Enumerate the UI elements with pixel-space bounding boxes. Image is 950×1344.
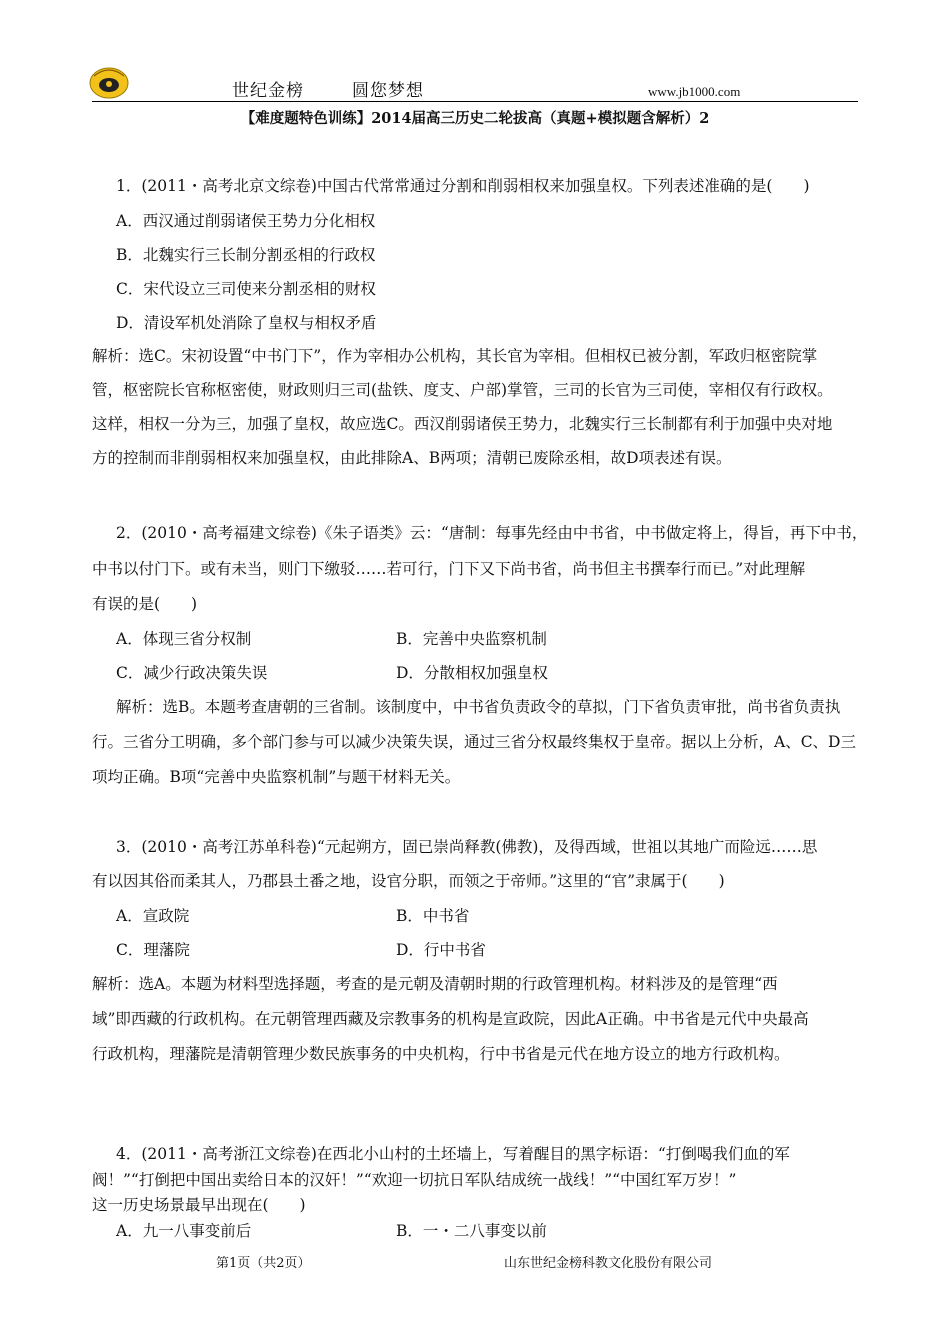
question-stem: 2．(2010・高考福建文综卷)《朱子语类》云：“唐制：每事先经由中书省，中书做定将上，得旨，再下中书，	[116, 524, 868, 542]
analysis-line: 行。三省分工明确，多个部门参与可以减少决策失误，通过三省分权最终集权于皇帝。据以上分析，A、C、D三	[92, 733, 856, 751]
analysis-line: 管，枢密院长官称枢密使，财政则归三司(盐铁、度支、户部)掌管，三司的长官为三司使，宰相仅有行政权。	[92, 381, 833, 399]
answer-option: A．体现三省分权制	[116, 630, 252, 648]
analysis-line: 解析：选C。宋初设置“中书门下”，作为宰相办公机构，其长官为宰相。但相权已被分割，军政归枢密院掌	[92, 347, 818, 365]
answer-option: B．中书省	[396, 907, 470, 925]
question-stem: 4．(2011・高考浙江文综卷)在西北小山村的土坯墙上，写着醒目的黑字标语：“打倒喝我们血的军	[116, 1145, 790, 1163]
answer-option: C．减少行政决策失误	[116, 664, 268, 682]
document-title: 【难度题特色训练】2014届高三历史二轮拔高（真题+模拟题含解析）2	[240, 110, 710, 127]
analysis-line: 解析：选A。本题为材料型选择题，考查的是元朝及清朝时期的行政管理机构。材料涉及的是管理“西	[92, 975, 778, 993]
analysis-line: 域”即西藏的行政机构。在元朝管理西藏及宗教事务的机构是宣政院，因此A正确。中书省是元代中央最高	[92, 1010, 809, 1028]
question-stem: 3．(2010・高考江苏单科卷)“元起朔方，固已崇尚释教(佛教)，及得西域，世祖以其地广而险远……思	[116, 838, 818, 856]
page-number: 第1页（共2页）	[216, 1256, 311, 1271]
brand-name: 世纪金榜	[232, 81, 304, 101]
site-url[interactable]: www.jb1000.com	[648, 84, 741, 99]
question-stem: 阀！”“打倒把中国出卖给日本的汉奸！”“欢迎一切抗日军队结成统一战线！”“中国红军万岁！”	[92, 1171, 737, 1189]
question-stem: 有误的是( )	[92, 595, 198, 613]
answer-option: D．分散相权加强皇权	[396, 664, 548, 682]
seal-logo-icon	[88, 62, 130, 104]
header-divider	[92, 101, 858, 102]
slogan: 圆您梦想	[352, 81, 424, 101]
question-stem: 这一历史场景最早出现在( )	[92, 1196, 306, 1214]
analysis-line: 方的控制而非削弱相权来加强皇权，由此排除A、B两项；清朝已废除丞相，故D项表述有误。	[92, 449, 732, 467]
company-name: 山东世纪金榜科教文化股份有限公司	[504, 1256, 713, 1271]
answer-option: A．西汉通过削弱诸侯王势力分化相权	[116, 212, 376, 230]
answer-option: D．清设军机处消除了皇权与相权矛盾	[116, 314, 377, 332]
answer-option: C．理藩院	[116, 941, 190, 959]
question-stem: 1．(2011・高考北京文综卷)中国古代常常通过分割和削弱相权来加强皇权。下列表述准确的是( )	[116, 177, 810, 195]
answer-option: D．行中书省	[396, 941, 486, 959]
analysis-line: 行政机构，理藩院是清朝管理少数民族事务的中央机构，行中书省是元代在地方设立的地方行政机构。	[92, 1045, 790, 1063]
answer-option: A．宣政院	[116, 907, 190, 925]
question-stem: 中书以付门下。或有未当，则门下缴驳……若可行，门下又下尚书省，尚书但主书撰奉行而已。”对此理解	[92, 560, 806, 578]
question-stem: 有以因其俗而柔其人，乃郡县土番之地，设官分职，而领之于帝师。”这里的“官”隶属于( )	[92, 872, 725, 890]
analysis-line: 解析：选B。本题考查唐朝的三省制。该制度中，中书省负责政令的草拟，门下省负责审批，尚书省负责执	[116, 698, 841, 716]
analysis-line: 项均正确。B项“完善中央监察机制”与题干材料无关。	[92, 768, 461, 786]
answer-option: B．完善中央监察机制	[396, 630, 547, 648]
answer-option: C．宋代设立三司使来分割丞相的财权	[116, 280, 376, 298]
answer-option: B．北魏实行三长制分割丞相的行政权	[116, 246, 376, 264]
answer-option: A．九一八事变前后	[116, 1222, 252, 1240]
analysis-line: 这样，相权一分为三，加强了皇权，故应选C。西汉削弱诸侯王势力，北魏实行三长制都有利于加强中央对地	[92, 415, 833, 433]
answer-option: B．一・二八事变以前	[396, 1222, 547, 1240]
